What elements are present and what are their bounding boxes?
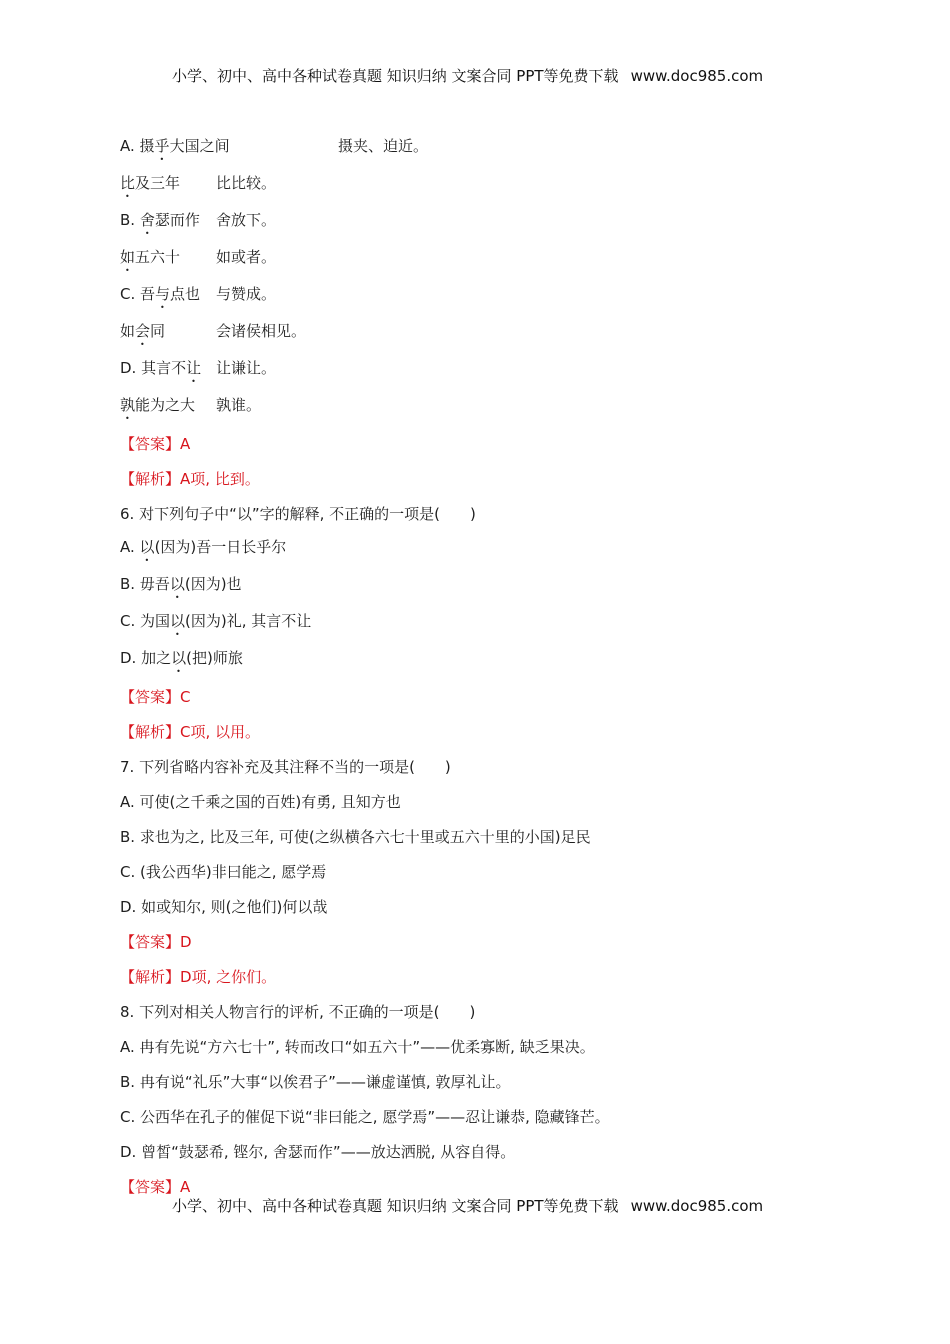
q8-option-b: B. 冉有说“礼乐”大事“以俟君子”——谦虚谨慎, 敦厚礼让。 — [120, 1073, 511, 1091]
q6-option-a: A. 以(因为)吾一日长乎尔 — [120, 538, 287, 556]
q8-answer — [120, 1176, 190, 1198]
emphasized-char: 比 — [120, 174, 136, 192]
answer-value: D — [180, 933, 192, 951]
analysis-text: D项, 之你们。 — [180, 968, 277, 986]
q5-option-b-second: 如五六十 如或者。 — [120, 248, 277, 266]
q5-option-a-second-note: 比比较。 — [216, 174, 277, 192]
q8-option-d: D. 曾皙“鼓瑟希, 铿尔, 舍瑟而作”——放达洒脱, 从容自得。 — [120, 1143, 516, 1161]
emphasized-char: 让 — [186, 359, 202, 377]
q5-option-a: A. 摄乎大国之间 摄夹、迫近。 — [120, 137, 429, 155]
analysis-text: C项, 以用。 — [180, 723, 261, 741]
analysis-label: 【解析】 — [120, 968, 181, 986]
q5-option-c-note: 与赞成。 — [216, 285, 277, 303]
q5-option-a-second: 比及三年 比比较。 — [120, 174, 277, 192]
q5-option-c-second-note: 会诸侯相见。 — [216, 322, 307, 340]
q7-option-d: D. 如或知尔, 则(之他们)何以哉 — [120, 898, 328, 916]
q5-option-c-second: 如会同 会诸侯相见。 — [120, 322, 307, 340]
q5-option-d-second-note: 孰谁。 — [216, 396, 262, 414]
emphasized-char: 以 — [169, 575, 185, 593]
analysis-label: 【解析】 — [120, 723, 181, 741]
q5-option-d: D. 其言不让 让谦让。 — [120, 359, 277, 377]
q5-option-c: C. 吾与点也 与赞成。 — [120, 285, 277, 303]
emphasized-char: 与 — [155, 285, 171, 303]
q5-analysis — [120, 468, 260, 490]
emphasized-char: 以 — [171, 649, 187, 667]
q6-analysis — [120, 721, 260, 743]
q7-title: 7. 下列省略内容补充及其注释不当的一项是( ) — [120, 758, 451, 776]
q6-option-d: D. 加之以(把)师旅 — [120, 649, 243, 667]
q6-option-c: C. 为国以(因为)礼, 其言不让 — [120, 612, 312, 630]
emphasized-char: 舍 — [139, 211, 155, 229]
q5-option-b-second-note: 如或者。 — [216, 248, 277, 266]
q8-option-c: C. 公西华在孔子的催促下说“非曰能之, 愿学焉”——忍让谦恭, 隐藏锋芒。 — [120, 1108, 610, 1126]
emphasized-char: 乎 — [154, 137, 170, 155]
q8-title: 8. 下列对相关人物言行的评析, 不正确的一项是( ) — [120, 1003, 476, 1021]
emphasized-char: 以 — [139, 538, 155, 556]
footer-text: 小学、初中、高中各种试卷真题 知识归纳 文案合同 PPT等免费下载 — [172, 1197, 619, 1215]
q6-answer — [120, 686, 191, 708]
emphasized-char: 会 — [135, 322, 151, 340]
q8-option-a: A. 冉有先说“方六七十”, 转而改口“如五六十”——优柔寡断, 缺乏果决。 — [120, 1038, 595, 1056]
q5-option-a-note: 摄夹、迫近。 — [338, 137, 429, 155]
q5-option-b-note: 舍放下。 — [216, 211, 277, 229]
header-text: 小学、初中、高中各种试卷真题 知识归纳 文案合同 PPT等免费下载 — [172, 67, 619, 85]
page-header — [172, 66, 792, 86]
answer-label: 【答案】 — [120, 688, 181, 706]
emphasized-char: 如 — [120, 248, 136, 266]
answer-value: A — [180, 435, 191, 453]
q5-option-b: B. 舍瑟而作 舍放下。 — [120, 211, 277, 229]
q5-option-d-note: 让谦让。 — [216, 359, 277, 377]
q7-option-a: A. 可使(之千乘之国的百姓)有勇, 且知方也 — [120, 793, 401, 811]
header-site-link[interactable]: www.doc985.com — [630, 67, 764, 85]
analysis-label: 【解析】 — [120, 470, 181, 488]
emphasized-char: 以 — [170, 612, 186, 630]
q7-option-b: B. 求也为之, 比及三年, 可使(之纵横各六七十里或五六十里的小国)足民 — [120, 828, 591, 846]
answer-label: 【答案】 — [120, 435, 181, 453]
answer-label: 【答案】 — [120, 933, 181, 951]
q6-title: 6. 对下列句子中“以”字的解释, 不正确的一项是( ) — [120, 505, 476, 523]
emphasized-char: 孰 — [120, 396, 136, 414]
page-footer — [172, 1196, 792, 1216]
answer-value: A — [180, 1178, 191, 1196]
answer-label: 【答案】 — [120, 1178, 181, 1196]
q7-answer — [120, 931, 192, 953]
analysis-text: A项, 比到。 — [180, 470, 260, 488]
q7-option-c: C. (我公西华)非曰能之, 愿学焉 — [120, 863, 327, 881]
footer-site-link[interactable]: www.doc985.com — [630, 1197, 764, 1215]
answer-value: C — [180, 688, 191, 706]
q5-option-d-second: 孰能为之大 孰谁。 — [120, 396, 262, 414]
q7-analysis — [120, 966, 276, 988]
q6-option-b: B. 毋吾以(因为)也 — [120, 575, 242, 593]
q5-answer — [120, 433, 190, 455]
